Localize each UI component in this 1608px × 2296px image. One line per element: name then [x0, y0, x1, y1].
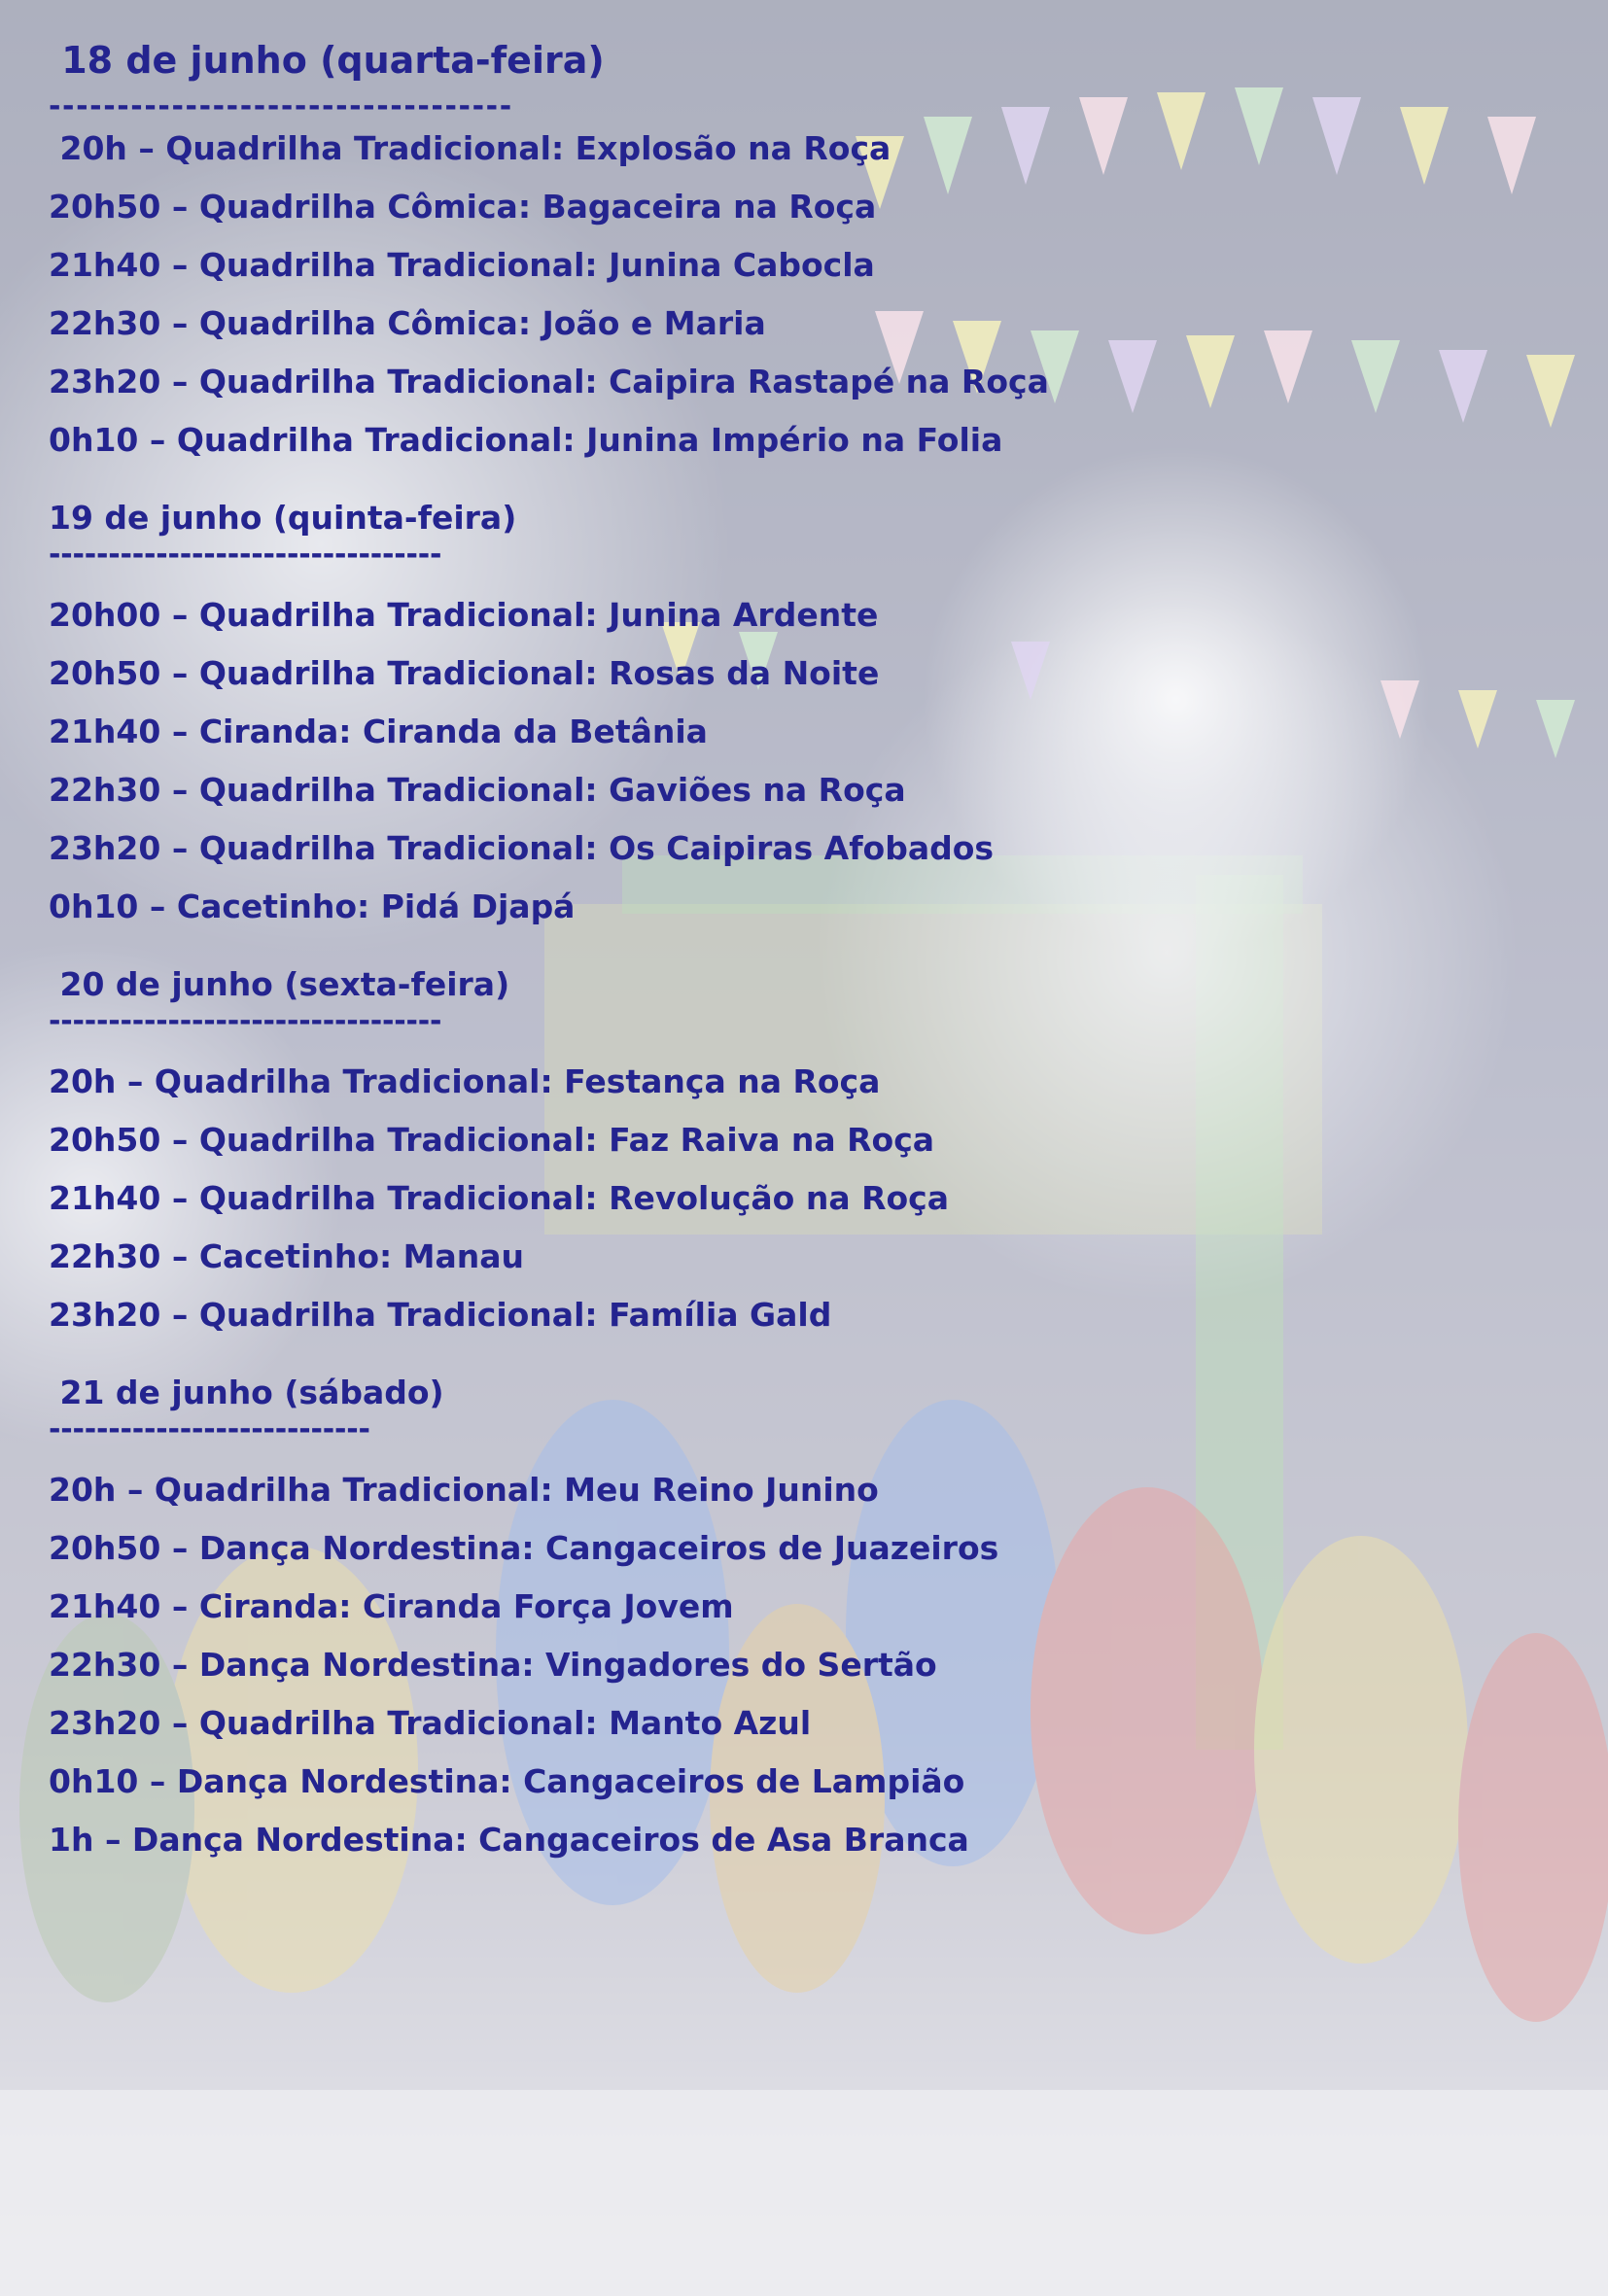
day-heading: 19 de junho (quinta-feira): [49, 499, 517, 537]
schedule-entry: 0h10 – Quadrilha Tradicional: Junina Império na Folia: [49, 421, 1003, 459]
day-heading: 20 de junho (sexta-feira): [49, 965, 510, 1003]
dashed-divider: ----------------------------------: [49, 89, 513, 123]
schedule-entry: 20h – Quadrilha Tradicional: Explosão na Roça: [49, 129, 891, 167]
schedule-entry: 22h30 – Quadrilha Cômica: João e Maria: [49, 304, 766, 342]
schedule-entry: 20h – Quadrilha Tradicional: Festança na Roça: [49, 1062, 881, 1100]
schedule-entry: 23h20 – Quadrilha Tradicional: Caipira Rastapé na Roça: [49, 363, 1049, 400]
schedule-entry: 0h10 – Dança Nordestina: Cangaceiros de Lampião: [49, 1762, 965, 1800]
schedule-entry: 20h50 – Quadrilha Tradicional: Rosas da Noite: [49, 654, 880, 692]
dashed-divider: ---------------------------------: [49, 1004, 442, 1038]
schedule-entry: 23h20 – Quadrilha Tradicional: Manto Azul: [49, 1704, 812, 1742]
schedule-entry: 1h – Dança Nordestina: Cangaceiros de Asa Branca: [49, 1821, 969, 1859]
schedule-entry: 22h30 – Cacetinho: Manau: [49, 1237, 525, 1275]
schedule-entry: 21h40 – Ciranda: Ciranda Força Jovem: [49, 1587, 734, 1625]
dashed-divider: ---------------------------------: [49, 538, 442, 572]
day-heading: 18 de junho (quarta-feira): [49, 39, 605, 82]
schedule-entry: 20h50 – Quadrilha Tradicional: Faz Raiva na Roça: [49, 1121, 935, 1159]
schedule-entry: 22h30 – Dança Nordestina: Vingadores do Sertão: [49, 1646, 937, 1684]
schedule-entry: 20h50 – Quadrilha Cômica: Bagaceira na Roça: [49, 188, 877, 226]
schedule-entry: 21h40 – Ciranda: Ciranda da Betânia: [49, 713, 708, 750]
schedule-entry: 20h – Quadrilha Tradicional: Meu Reino Junino: [49, 1471, 879, 1509]
schedule-entry: 0h10 – Cacetinho: Pidá Djapá: [49, 887, 576, 925]
schedule-entry: 22h30 – Quadrilha Tradicional: Gaviões na Roça: [49, 771, 906, 809]
schedule-entry: 21h40 – Quadrilha Tradicional: Revolução na Roça: [49, 1179, 949, 1217]
schedule-entry: 20h00 – Quadrilha Tradicional: Junina Ardente: [49, 596, 879, 634]
schedule-entry: 23h20 – Quadrilha Tradicional: Os Caipiras Afobados: [49, 829, 995, 867]
schedule-entry: 21h40 – Quadrilha Tradicional: Junina Cabocla: [49, 246, 875, 284]
schedule-entry: 23h20 – Quadrilha Tradicional: Família Gald: [49, 1296, 832, 1334]
dashed-divider: ---------------------------: [49, 1412, 370, 1446]
day-heading: 21 de junho (sábado): [49, 1374, 444, 1411]
schedule-entry: 20h50 – Dança Nordestina: Cangaceiros de Juazeiros: [49, 1529, 999, 1567]
